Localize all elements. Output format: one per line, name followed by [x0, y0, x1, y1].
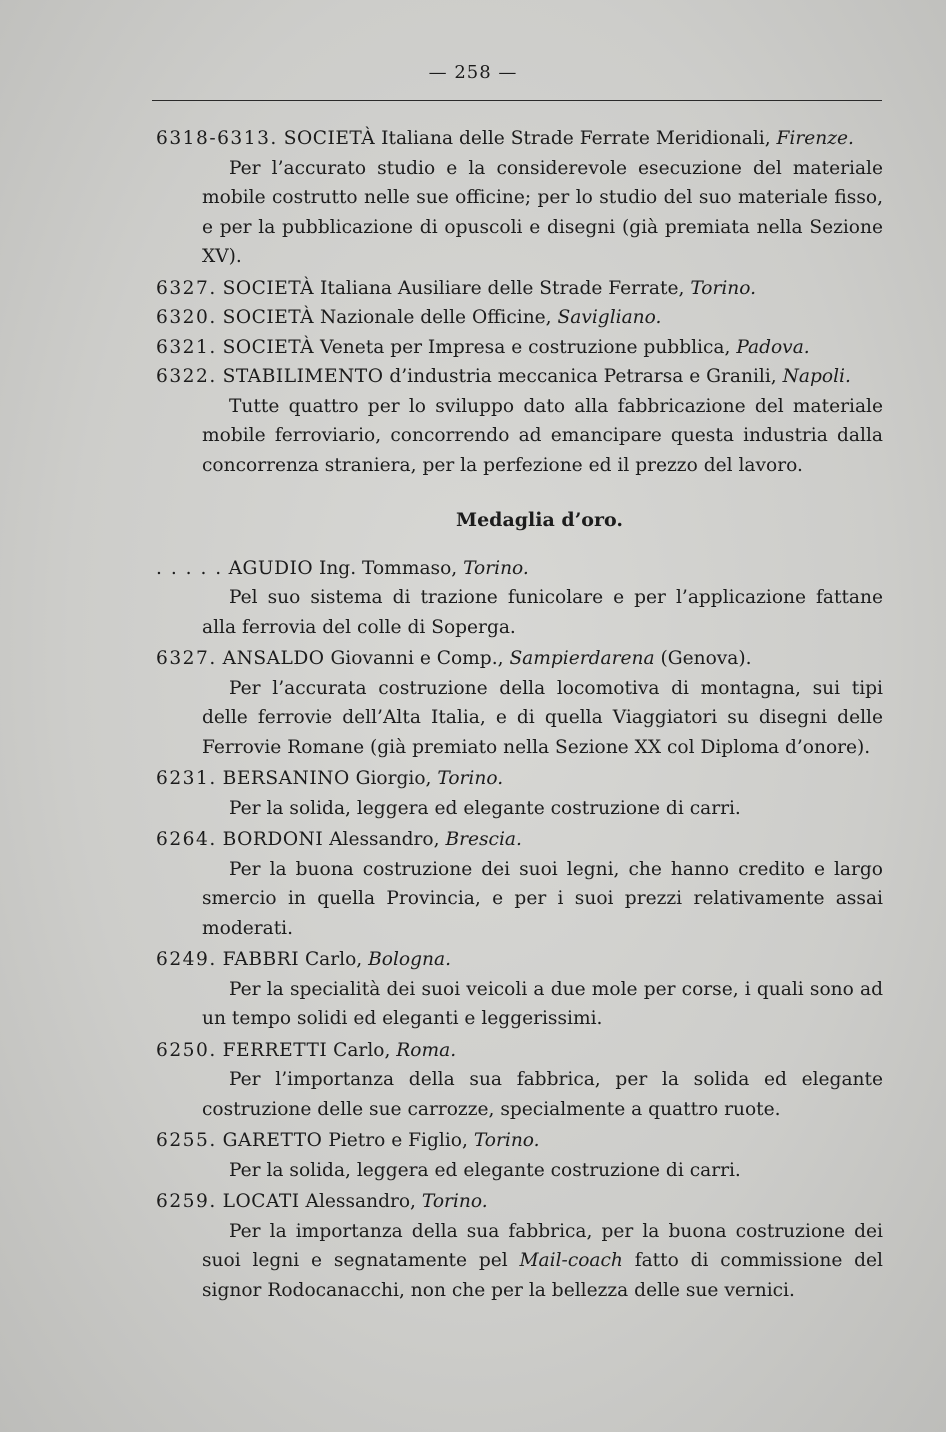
entry-heading — [156, 333, 883, 363]
entry-place: Sampierdarena — [509, 648, 655, 669]
entry-description — [156, 1217, 883, 1306]
entry-number: 6264. — [156, 829, 217, 850]
entry-place: Padova. — [736, 336, 810, 358]
entry-number: 6322. — [156, 366, 217, 387]
entry-place: Torino. — [437, 768, 504, 789]
entry-text: Giorgio, — [349, 768, 438, 789]
header-rule — [152, 100, 882, 101]
entry-name: STABILIMENTO — [222, 366, 384, 387]
entry-description: Per la buona costruzione dei suoi legni, che hanno credito e largo smercio in quella Provincia, e per i suoi prezzi relativamente assai moderati. — [202, 858, 883, 939]
entry-text: Carlo, — [327, 1039, 397, 1061]
entry-name: FERRETTI — [222, 1039, 328, 1061]
entry-number: 6320. — [156, 307, 217, 328]
entry-place: Savigliano. — [557, 307, 662, 328]
entry-number: 6231. — [156, 768, 217, 789]
entry-number: . . . . . — [156, 557, 223, 579]
entry-place: Brescia. — [445, 829, 522, 850]
entry-description: Pel suo sistema di trazione funicolare e per l’applicazione fattane alla ferrovia del colle di Soperga. — [202, 587, 883, 638]
entry-description: Tutte quattro per lo sviluppo dato alla fabbricazione del materiale mobile ferroviario, concorrendo ad emancipare questa industria dalla concorrenza straniera, per la perfezione ed il prezzo del lavoro. — [202, 395, 883, 476]
page-number: — 258 — — [428, 62, 518, 83]
entry-heading — [156, 362, 883, 392]
entry-number: 6327. — [156, 648, 217, 669]
entry-description: Per l’importanza della sua fabbrica, per la solida ed elegante costruzione delle sue carrozze, specialmente a quattro ruote. — [202, 1069, 883, 1120]
entry-name: FABBRI — [222, 949, 300, 970]
entry-place: Torino. — [473, 1130, 540, 1151]
entry-heading — [156, 644, 883, 674]
entry-description: Per l’accurato studio e la considerevole esecuzione del materiale mobile costrutto nelle sue officine; per lo studio del suo materiale fisso, e per la pubblicazione di opuscoli e disegni (già premiata nella Sezione XV). — [202, 157, 883, 267]
entry-place: Torino. — [690, 277, 757, 299]
entry-number: 6327. — [156, 277, 217, 299]
entry-heading — [156, 303, 883, 333]
entry-name: AGUDIO — [228, 557, 314, 579]
entry-description-text: Per la importanza della sua fabbrica, per la buona costruzione dei suoi legni e segnatamente pel — [202, 1220, 883, 1271]
entry-place: Firenze. — [776, 128, 854, 149]
entry-text: Alessandro, — [299, 1191, 422, 1212]
entry-text: Veneta per Impresa e costruzione pubblica, — [314, 336, 737, 358]
entry-text: Carlo, — [299, 949, 369, 970]
entry-description: Per la solida, leggera ed elegante costruzione di carri. — [229, 797, 741, 819]
entry-place: Roma. — [396, 1039, 457, 1061]
entry-description: Per la specialità dei suoi veicoli a due mole per corse, i quali sono ad un tempo solidi ed eleganti e leggerissimi. — [202, 978, 883, 1029]
entry-description-italic: Mail-coach — [519, 1250, 623, 1271]
entry-name: SOCIETÀ — [222, 307, 315, 328]
entry-heading — [156, 945, 883, 975]
entry-text: Ing. Tommaso, — [313, 557, 464, 579]
entry-text: Pietro e Figlio, — [322, 1130, 474, 1151]
entry-heading — [156, 1187, 883, 1217]
entry-text: Italiana delle Strade Ferrate Meridionali, — [375, 128, 777, 149]
entry-heading — [156, 764, 883, 794]
entry-number: 6318-6313. — [156, 128, 278, 149]
entry-heading — [156, 1036, 883, 1066]
entry-text-after: (Genova). — [654, 648, 752, 669]
entry-text: Italiana Ausiliare delle Strade Ferrate, — [314, 277, 691, 299]
entry-name: SOCIETÀ — [222, 277, 315, 299]
entry-place: Napoli. — [782, 366, 851, 387]
page-content — [156, 124, 883, 1305]
entry-heading — [156, 554, 883, 584]
entry-number: 6255. — [156, 1130, 217, 1151]
entry-number: 6249. — [156, 949, 217, 970]
entry-number: 6250. — [156, 1039, 217, 1061]
entry-text: Nazionale delle Officine, — [314, 307, 558, 328]
entry-name: SOCIETÀ — [222, 336, 315, 358]
entry-place: Bologna. — [368, 949, 451, 970]
entry-name: BERSANINO — [222, 768, 350, 789]
entry-text: d’industria meccanica Petrarsa e Granili, — [383, 366, 783, 387]
entry-heading — [156, 124, 883, 154]
entry-heading — [156, 274, 883, 304]
entry-number: 6321. — [156, 336, 217, 358]
entry-place: Torino. — [463, 557, 529, 579]
entry-description: Per l’accurata costruzione della locomotiva di montagna, sui tipi delle ferrovie dell’Alta Italia, e di quella Viaggiatori su disegni delle Ferrovie Romane (già premiato nella Sezione XX col Diploma d’onore). — [202, 677, 883, 758]
entry-text: Giovanni e Comp., — [324, 648, 510, 669]
entry-description-text: fatto di commissione del signor Rodocanacchi, non che per la bellezza delle sue vernici. — [202, 1250, 883, 1301]
entry-number: 6259. — [156, 1191, 217, 1212]
entry-name: BORDONI — [222, 829, 324, 850]
entry-text: Alessandro, — [323, 829, 446, 850]
entry-name: LOCATI — [222, 1191, 300, 1212]
entry-heading — [156, 825, 883, 855]
entry-place: Torino. — [421, 1191, 488, 1212]
entry-heading — [156, 1126, 883, 1156]
entry-description: Per la solida, leggera ed elegante costruzione di carri. — [229, 1159, 741, 1181]
entry-name: GARETTO — [222, 1130, 323, 1151]
section-heading: Medaglia d’oro. — [456, 509, 623, 531]
entry-name: SOCIETÀ — [283, 128, 376, 149]
entry-name: ANSALDO — [222, 648, 325, 669]
